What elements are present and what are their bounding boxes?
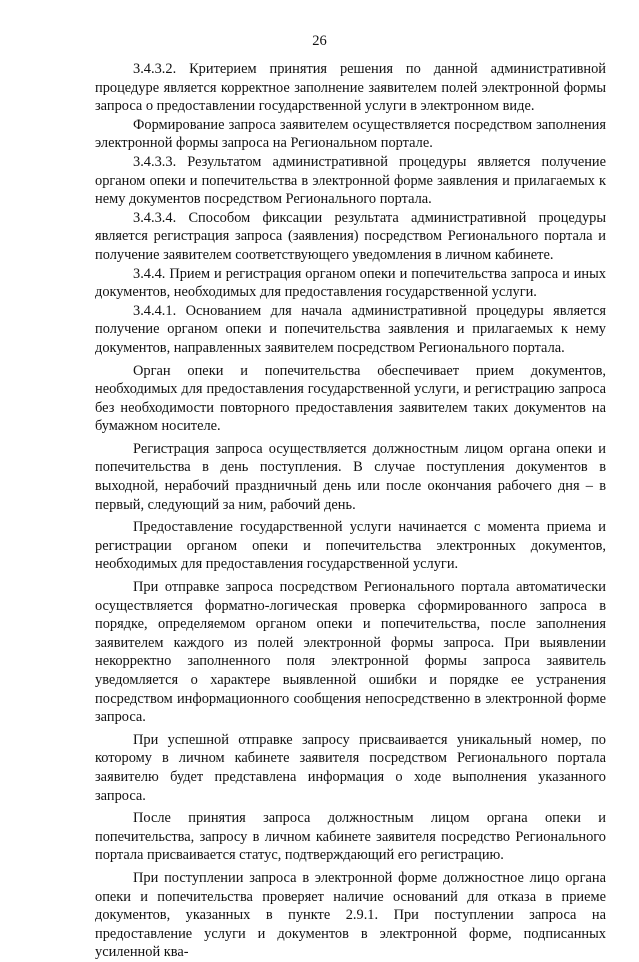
paragraph-registration: Регистрация запроса осуществляется должностным лицом органа опеки и попечительства в день поступления. В случае поступления документов в выходной, нерабочий праздничный день или после окончания рабочего дня – в первый, следующий за ним, рабочий день. [95, 440, 606, 513]
paragraph-3-4-3-3: 3.4.3.3. Результатом административной процедуры является получение органом опеки и попечительства в электронной форме заявления и прилагаемых к нему документов посредством Регионального портала. [95, 153, 606, 208]
paragraph-3-4-4-1: 3.4.4.1. Основанием для начала административной процедуры является получение органом опеки и попечительства заявления и прилагаемых к нему документов, направленных заявителем посредством Регионального портала. [95, 302, 606, 356]
paragraph-unique-number: При успешной отправке запросу присваивается уникальный номер, по которому в личном кабинете заявителя посредством Регионального портала заявителю будет представлена информация о ходе выполнения указанного запроса. [95, 731, 606, 804]
paragraph-status-assigned: После принятия запроса должностным лицом органа опеки и попечительства, запросу в личном кабинете заявителя посредство Регионального портала присваивается статус, подтверждающий его регистрацию. [95, 810, 606, 864]
document-body [95, 60, 606, 962]
paragraph-3-4-3-4: 3.4.3.4. Способом фиксации результата административной процедуры является регистрация запроса (заявления) посредством Регионального портала и получение заявителем соответствующего уведомления в личном кабинете. [95, 209, 606, 263]
paragraph-request-forming: Формирование запроса заявителем осуществляется посредством заполнения электронной формы запроса на Региональном портале. [95, 116, 606, 152]
paragraph-refusal-check: При поступлении запроса в электронной форме должностное лицо органа опеки и попечительства проверяет наличие оснований для отказа в приеме документов, указанных в пункте 2.9.1. При поступлении запроса на предоставление услуги и документов в электронной форме, подписанных усиленной ква- [95, 869, 606, 961]
page-number: 26 [312, 33, 327, 49]
paragraph-3-4-3-2: 3.4.3.2. Критерием принятия решения по данной административной процедуре является корректное заполнение заявителем полей электронной формы запроса о предоставлении государственной услуги в электронном виде. [95, 61, 606, 115]
paragraph-3-4-4: 3.4.4. Прием и регистрация органом опеки и попечительства запроса и иных документов, необходимых для предоставления государственной услуги. [95, 265, 606, 301]
paragraph-format-check: При отправке запроса посредством Регионального портала автоматически осуществляется форматно-логическая проверка сформированного запроса в порядке, определяемом органом опеки и попечительства, после заполнения заявителем каждого из полей электронной формы запроса. При выявлении некорректно заполненного поля электронной формы запроса заявитель уведомляется о характере выявленной ошибки и порядке ее устранения посредством информационного сообщения непосредственно в электронной форме запроса. [95, 579, 606, 726]
paragraph-guardianship-acceptance: Орган опеки и попечительства обеспечивает прием документов, необходимых для предоставления государственной услуги, и регистрацию запроса без необходимости повторного предоставления заявителем таких документов на бумажном носителе. [95, 362, 606, 435]
paragraph-service-start: Предоставление государственной услуги начинается с момента приема и регистрации органом опеки и попечительства электронных документов, необходимых для предоставления государственной услуги. [95, 519, 606, 573]
